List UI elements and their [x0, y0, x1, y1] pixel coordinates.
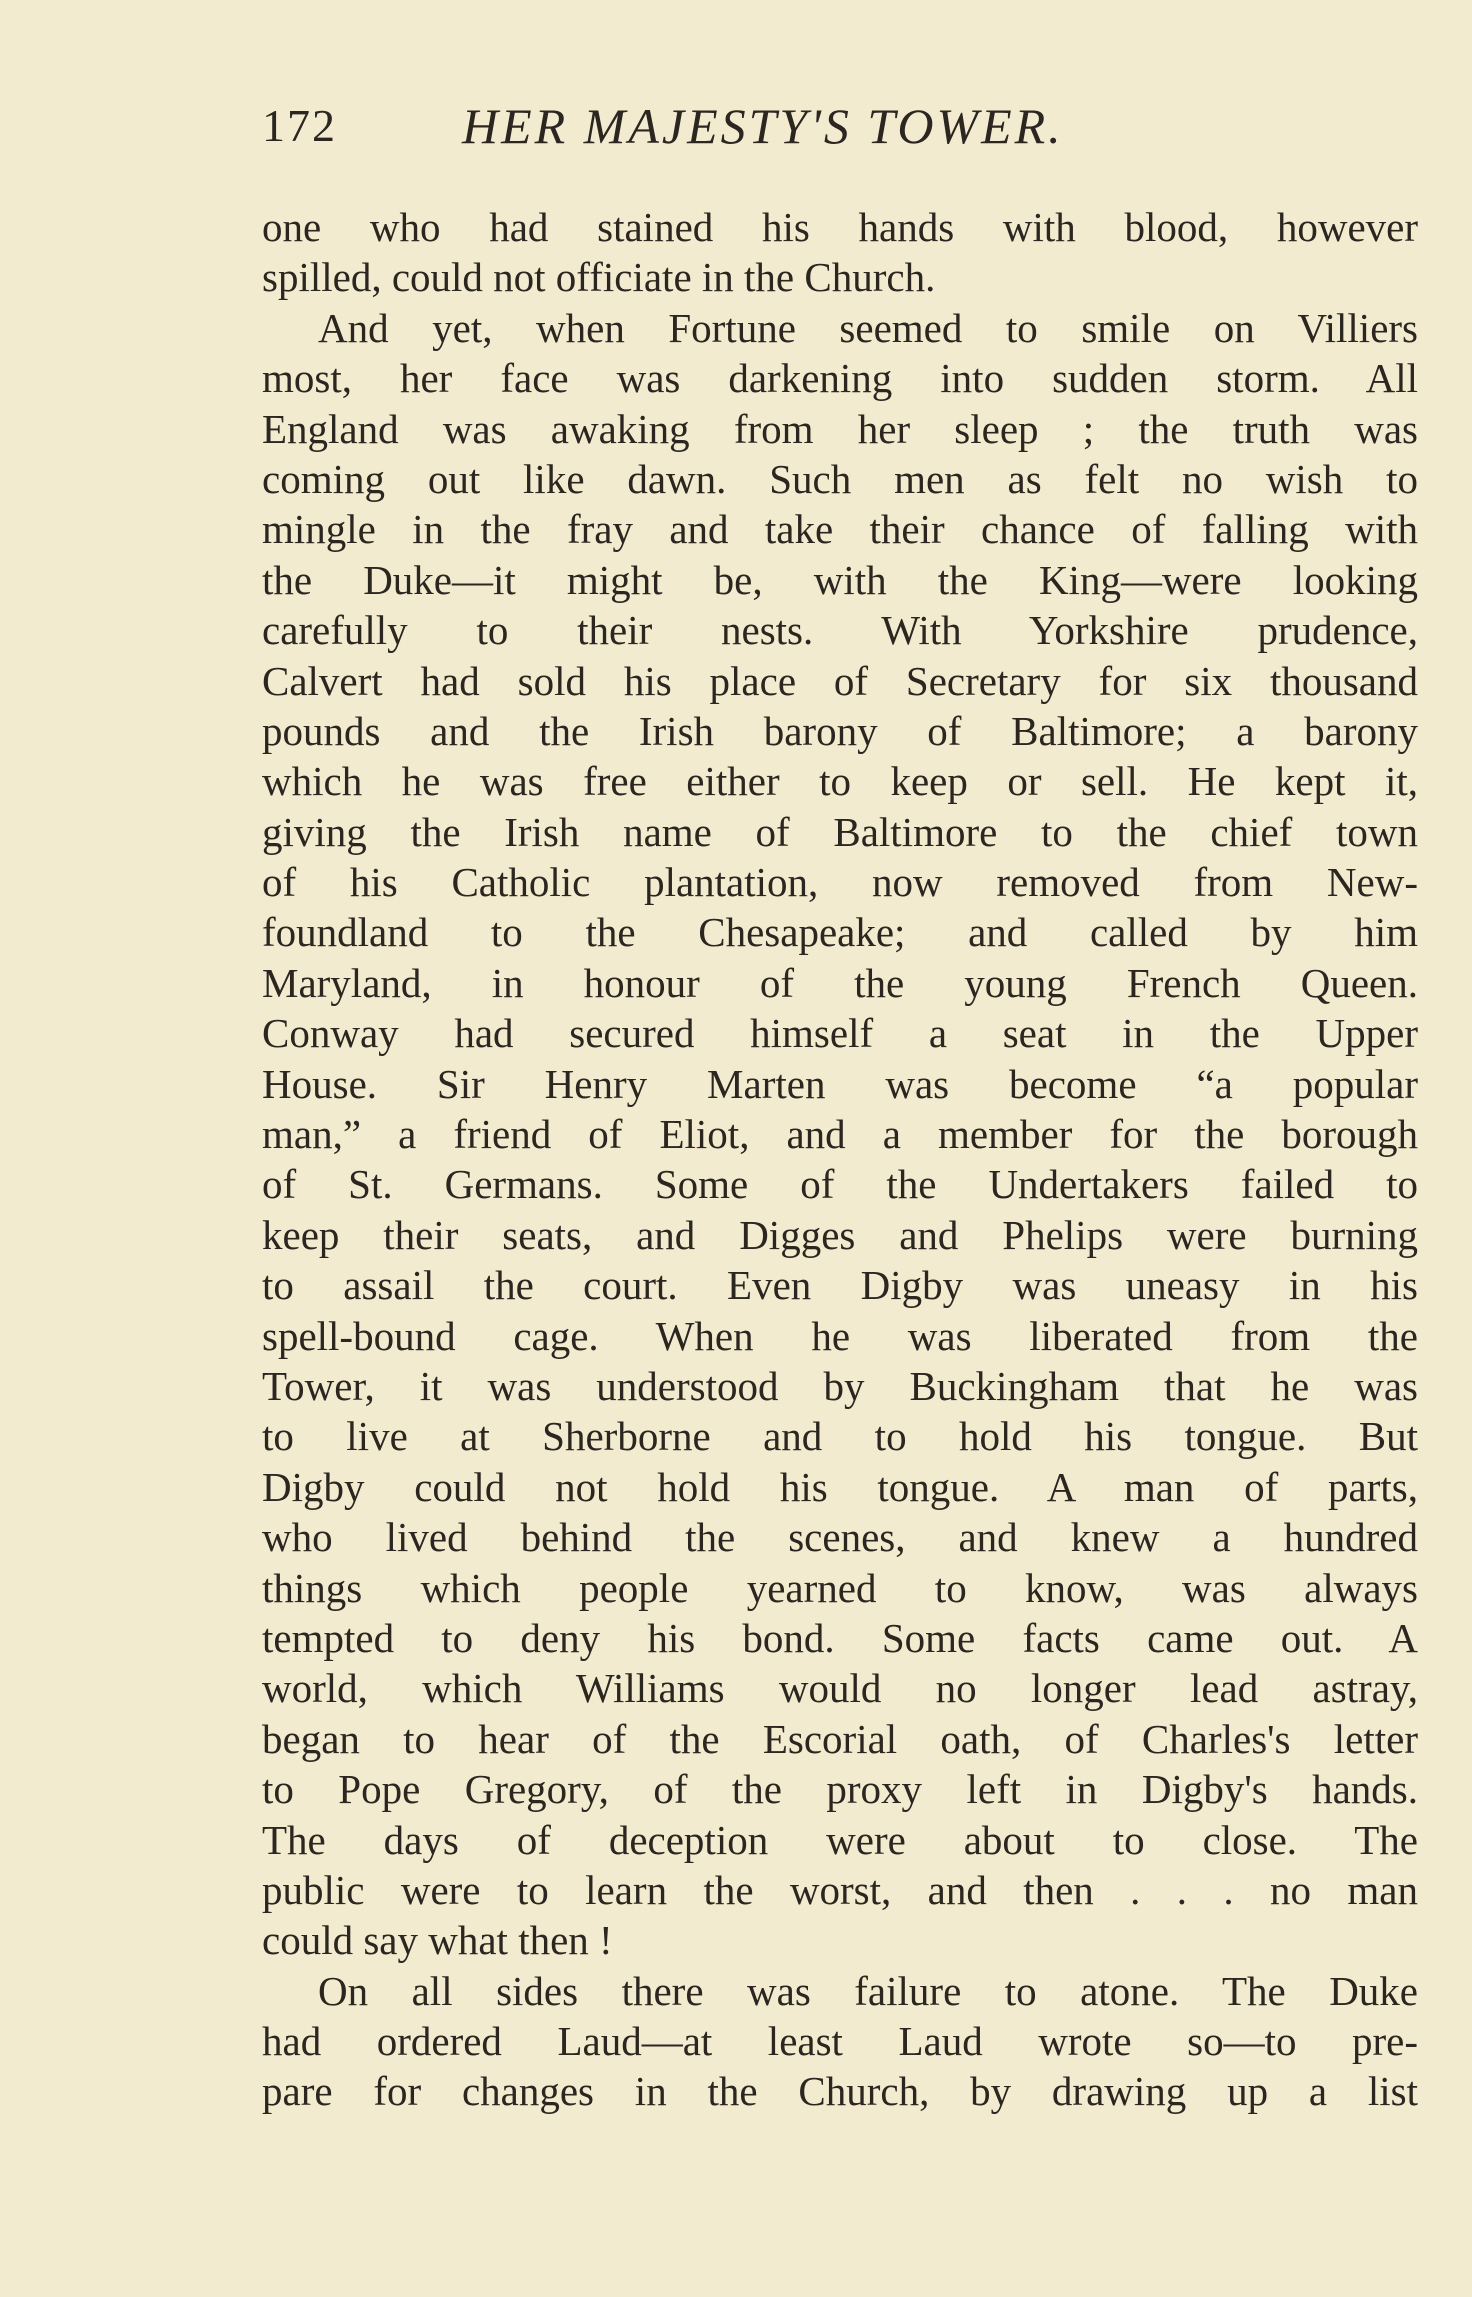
body-text	[262, 202, 1418, 2117]
text-line: tempted to deny his bond. Some facts came out. A	[262, 1614, 1418, 1661]
text-line: to assail the court. Even Digby was uneasy in his	[262, 1262, 1418, 1309]
text-line: began to hear of the Escorial oath, of Charles's letter	[262, 1715, 1418, 1762]
text-line: England was awaking from her sleep ; the truth was	[262, 405, 1418, 452]
text-line: And yet, when Fortune seemed to smile on Villiers	[318, 304, 1418, 351]
text-line: one who had stained his hands with blood, however	[262, 204, 1418, 250]
text-line: Tower, it was understood by Buckingham that he was	[262, 1362, 1418, 1409]
text-line: Maryland, in honour of the young French Queen.	[262, 959, 1418, 1006]
text-line: carefully to their nests. With Yorkshire prudence,	[262, 607, 1418, 654]
running-head	[262, 96, 1422, 156]
text-line: spilled, could not officiate in the Church.	[262, 254, 936, 301]
text-line: of St. Germans. Some of the Undertakers failed to	[262, 1161, 1418, 1208]
text-line: man,” a friend of Eliot, and a member for the borough	[262, 1111, 1418, 1158]
text-line: public were to learn the worst, and then . . . no man	[262, 1866, 1418, 1913]
text-line: which he was free either to keep or sell. He kept it,	[262, 758, 1418, 805]
page-number: 172	[262, 100, 337, 151]
text-line: pare for changes in the Church, by drawing up a list	[262, 2068, 1418, 2115]
text-line: who lived behind the scenes, and knew a hundred	[262, 1514, 1418, 1561]
text-line: mingle in the fray and take their chance of falling with	[262, 506, 1418, 553]
text-line: keep their seats, and Digges and Phelips were burning	[262, 1211, 1418, 1258]
text-line: Calvert had sold his place of Secretary for six thousand	[262, 657, 1418, 704]
text-line: foundland to the Chesapeake; and called by him	[262, 909, 1418, 956]
text-line: of his Catholic plantation, now removed from New-	[262, 859, 1418, 906]
text-line: giving the Irish name of Baltimore to the chief town	[262, 808, 1418, 855]
running-title: HER MAJESTY'S TOWER.	[462, 98, 1064, 154]
text-line: Conway had secured himself a seat in the Upper	[262, 1010, 1418, 1057]
text-line: House. Sir Henry Marten was become “a popular	[262, 1060, 1418, 1107]
text-line: the Duke—it might be, with the King—were looking	[262, 556, 1418, 603]
text-line: world, which Williams would no longer lead astray,	[262, 1665, 1418, 1712]
text-line: Digby could not hold his tongue. A man of parts,	[262, 1463, 1418, 1510]
text-line: had ordered Laud—at least Laud wrote so—to pre-	[262, 2018, 1418, 2065]
text-line: most, her face was darkening into sudden storm. All	[262, 355, 1418, 402]
text-line: things which people yearned to know, was always	[262, 1564, 1418, 1611]
text-line: coming out like dawn. Such men as felt no wish to	[262, 455, 1418, 502]
text-line: On all sides there was failure to atone. The Duke	[318, 1967, 1418, 2014]
text-line: pounds and the Irish barony of Baltimore; a barony	[262, 707, 1418, 754]
text-line: spell-bound cage. When he was liberated from the	[262, 1312, 1418, 1359]
text-line: to live at Sherborne and to hold his tongue. But	[262, 1413, 1418, 1460]
text-line: could say what then !	[262, 1917, 613, 1964]
text-line: The days of deception were about to close. The	[262, 1816, 1418, 1863]
text-line: to Pope Gregory, of the proxy left in Digby's hands.	[262, 1766, 1418, 1813]
